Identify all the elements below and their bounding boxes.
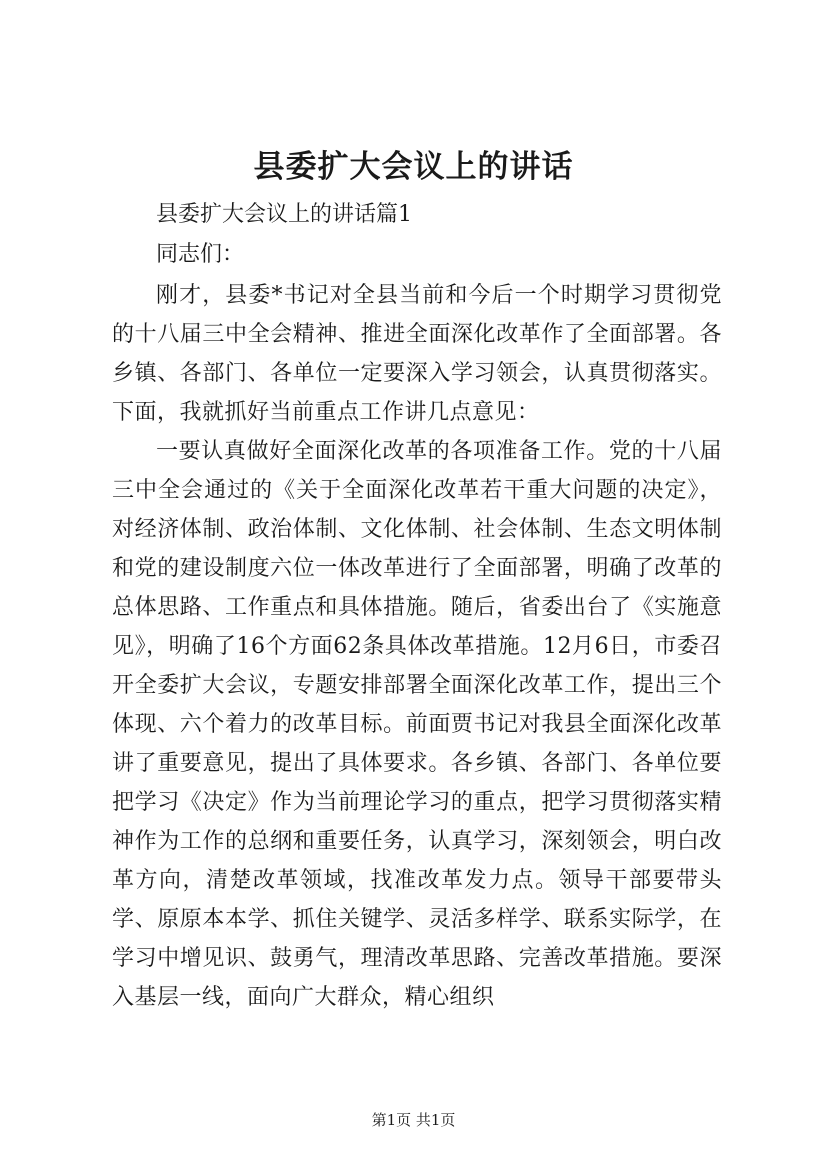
salutation: 同志们：	[156, 242, 245, 267]
document-title: 县委扩大会议上的讲话	[253, 149, 574, 185]
paragraph-1: 刚才，县委*书记对全县当前和今后一个时期学习贯彻党的十八届三中全会精神、推进全面深化改革作了全面部署。各乡镇、各部门、各单位一定要深入学习领会，认真贯彻落实。下面，我就抓好当前重点工作讲几点意见：	[112, 283, 722, 425]
document-subtitle: 县委扩大会议上的讲话篇1	[156, 202, 412, 227]
page-number-footer: 第1页 共1页	[371, 1111, 456, 1129]
paragraph-2: 一要认真做好全面深化改革的各项准备工作。党的十八届三中全会通过的《关于全面深化改革若干重大问题的决定》，对经济体制、政治体制、文化体制、社会体制、生态文明体制和党的建设制度六位一体改革进行了全面部署，明确了改革的总体思路、工作重点和具体措施。随后，省委出台了《实施意见》，明确了16个方面62条具体改革措施。12月6日，市委召开全委扩大会议，专题安排部署全面深化改革工作，提出三个体现、六个着力的改革目标。前面贾书记对我县全面深化改革讲了重要意见，提出了具体要求。各乡镇、各部门、各单位要把学习《决定》作为当前理论学习的重点，把学习贯彻落实精神作为工作的总纲和重要任务，认真学习，深刻领会，明白改革方向，清楚改革领域，找准改革发力点。领导干部要带头学、原原本本学、抓住关键学、灵活多样学、联系实际学，在学习中增见识、鼓勇气，理清改革思路、完善改革措施。要深入基层一线，面向广大群众，精心组织	[112, 439, 722, 1010]
